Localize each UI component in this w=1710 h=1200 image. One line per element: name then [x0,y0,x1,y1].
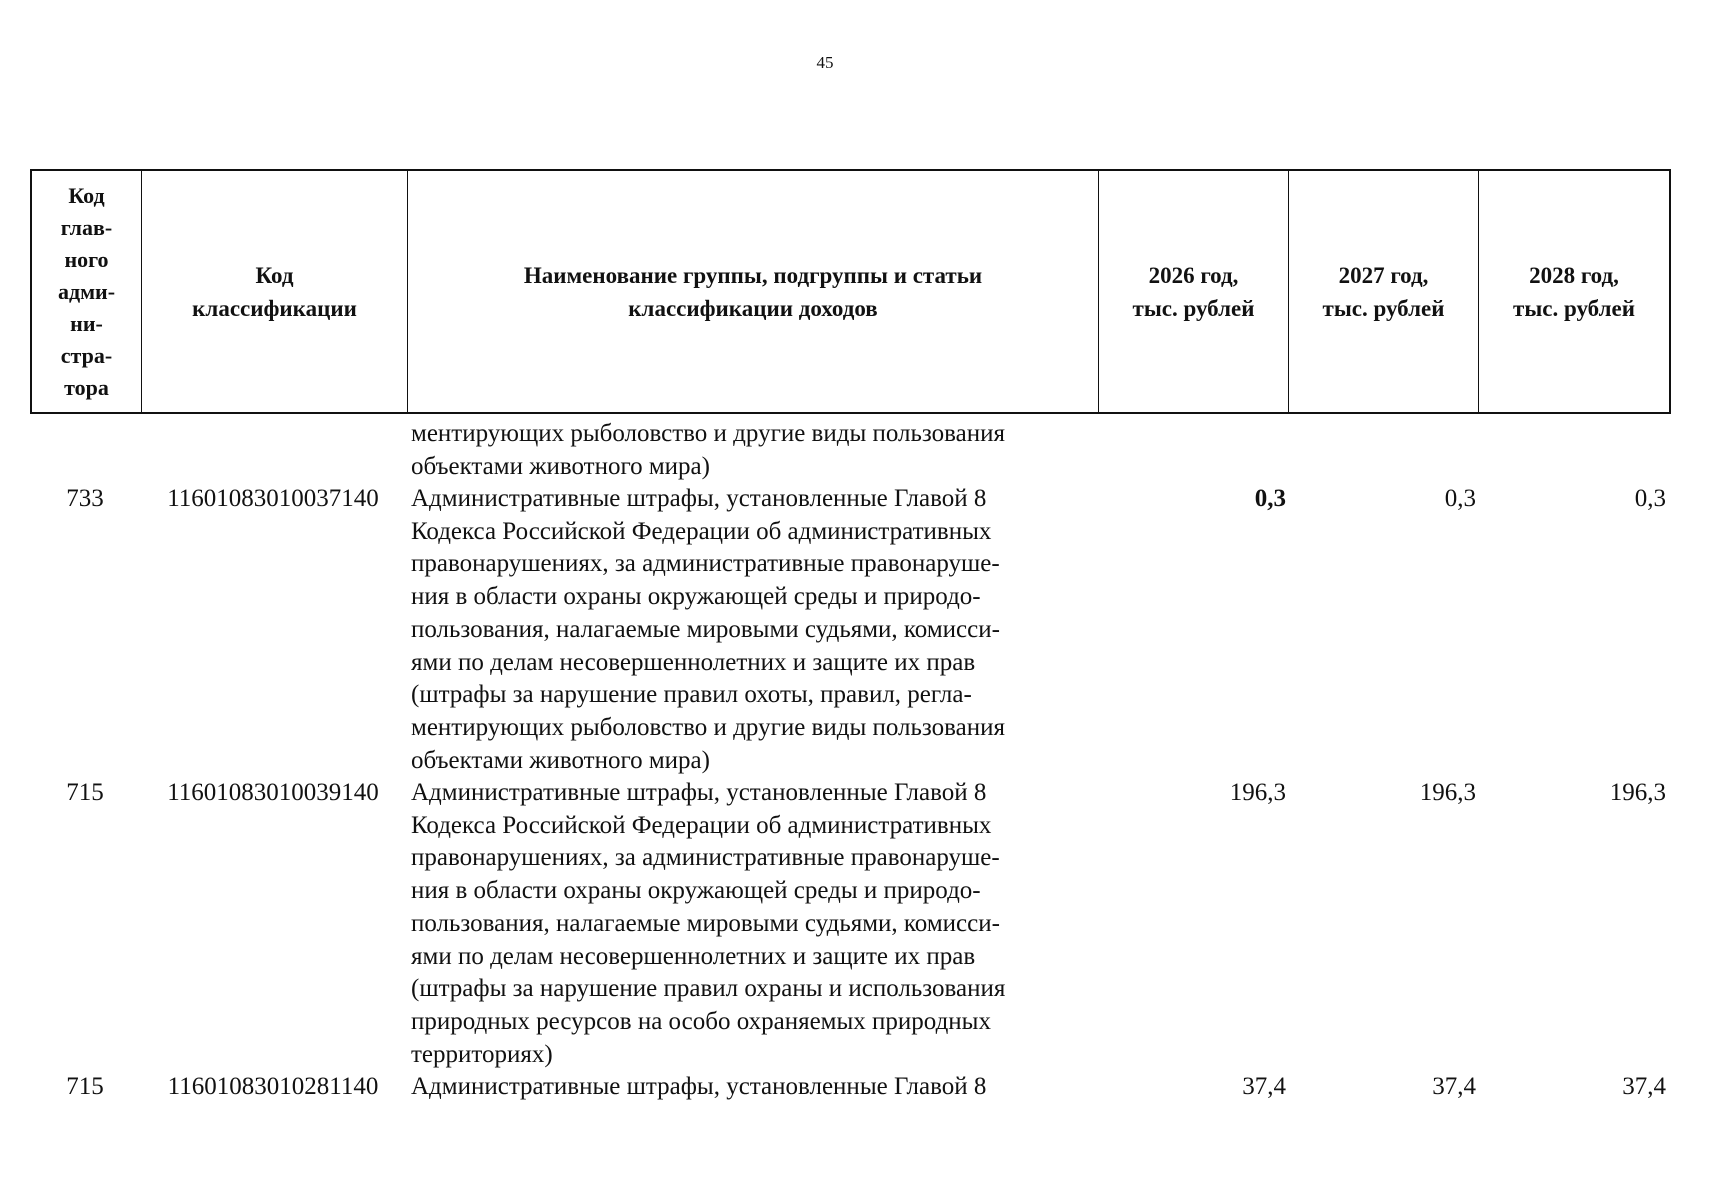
header-name [408,171,1099,412]
header-2028 [1479,171,1669,412]
value-2028: 37,4 [1622,1073,1666,1100]
value-2026: 37,4 [1242,1073,1286,1100]
value-2028: 0,3 [1634,485,1666,512]
header-2028-label: 2028 год, тыс. рублей [1513,262,1635,321]
value-2027: 37,4 [1432,1073,1476,1100]
table-header [30,169,1671,414]
admin-code: 715 [66,1073,104,1100]
value-2027: 0,3 [1444,485,1476,512]
value-2028: 196,3 [1609,779,1666,806]
row-description: Административные штрафы, установленные Главой 8 Кодекса Российской Федерации об административных правонарушениях, за административные правонаруше- ния в области охраны окружающей среды и природо- пользования, налагаемые мировыми судьями, комисси- ями по делам несовершеннолетних и защите их прав (штрафы за нарушение правил охоты, правил, регла- ментирующих рыболовство и другие виды пользования объектами животного мира) [411,485,1005,774]
value-2026: 196,3 [1229,779,1286,806]
classification-code: 11601083010039140 [167,779,379,806]
header-classification-code [142,171,408,412]
classification-code: 11601083010037140 [167,485,379,512]
page-number: 45 [816,53,834,72]
header-name-label: Наименование группы, подгруппы и статьи классификации доходов [523,262,983,321]
admin-code: 715 [66,779,104,806]
header-2026 [1099,171,1289,412]
header-2027-label: 2027 год, тыс. рублей [1322,262,1445,321]
header-2026-label: 2026 год, тыс. рублей [1132,262,1255,321]
row-description: Административные штрафы, установленные Главой 8 Кодекса Российской Федерации об административных правонарушениях, за административные правонаруше- ния в области охраны окружающей среды и природо- пользования, налагаемые мировыми судьями, комисси- ями по делам несовершеннолетних и защите их прав (штрафы за нарушение правил охраны и использования природных ресурсов на особо охраняемых природных территориях) [411,779,1006,1068]
header-admin-code-label: Код глав- ного адми- ни- стра- тора [57,182,116,400]
value-2026: 0,3 [1254,485,1286,512]
row-description: Административные штрафы, установленные Главой 8 [411,1073,987,1100]
continuation-text: ментирующих рыболовство и другие виды пользования объектами животного мира) [411,420,1005,480]
classification-code: 11601083010281140 [167,1073,379,1100]
header-classification-code-label: Код классификации [192,262,357,321]
header-2027 [1289,171,1479,412]
header-admin-code [32,171,142,412]
value-2027: 196,3 [1419,779,1476,806]
admin-code: 733 [66,485,104,512]
